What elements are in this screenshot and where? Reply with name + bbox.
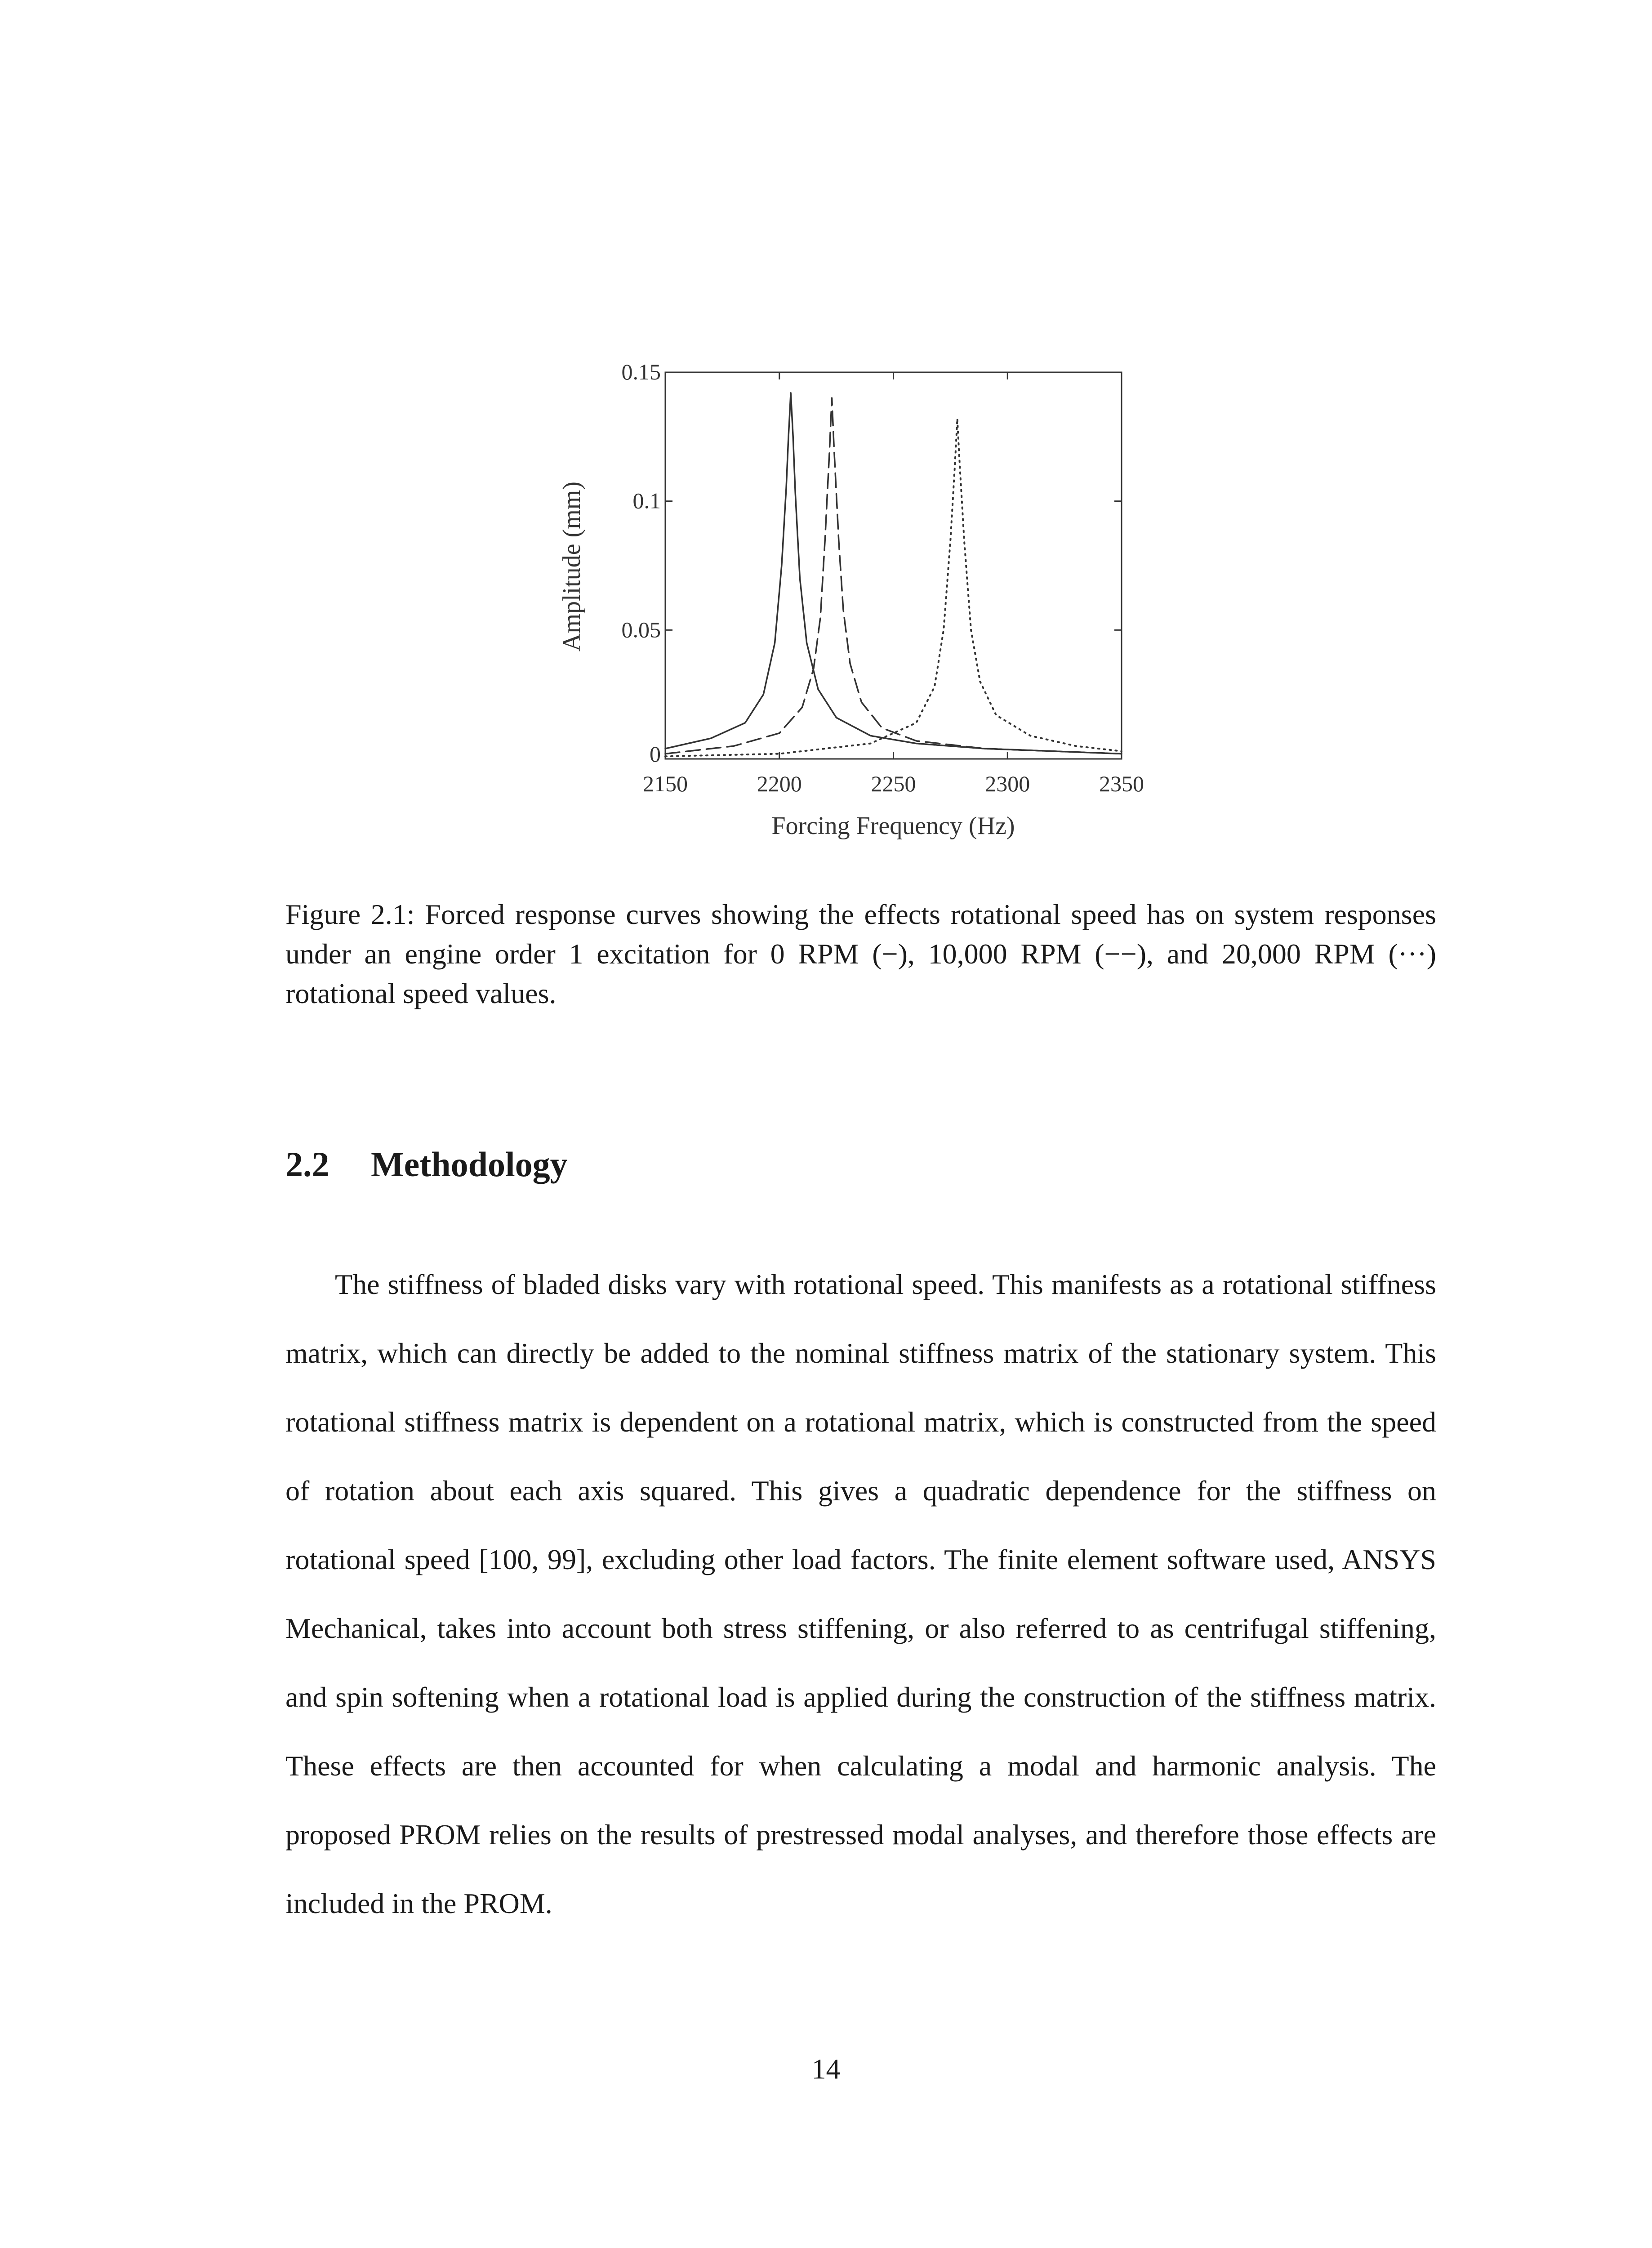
axis-ticks [622, 360, 1144, 796]
x-axis-label: Forcing Frequency (Hz) [771, 812, 1015, 840]
y-tick-label: 0.1 [632, 488, 661, 513]
page-number: 14 [811, 2053, 841, 2085]
x-tick-label: 2350 [1099, 771, 1144, 796]
series-group [665, 393, 1122, 756]
series-line-solid [665, 393, 1122, 754]
section-heading [285, 1144, 1436, 1185]
x-tick-label: 2250 [871, 771, 916, 796]
y-tick-label: 0.15 [621, 360, 661, 384]
section-number: 2.2 [285, 1145, 330, 1184]
forced-response-chart [553, 360, 1182, 854]
body-paragraph: The stiffness of bladed disks vary with rotational speed. This manifests as a rotational stiffness matrix, which can directly be added to the nominal stiffness matrix of the stationary system. This rotational stiffness matrix is dependent on a rotational matrix, which is constructed from the speed of rotation about each axis squared. This gives a quadratic dependence for the stiffness on rotational speed [100, 99], excluding other load factors. The finite element software used, ANSYS Mechanical, takes into account both stress stiffening, or also referred to as centrifugal stiffening, and spin softening when a rotational load is applied during the construction of the stiffness matrix. These effects are then accounted for when calculating a modal and harmonic analysis. The proposed PROM relies on the results of prestressed modal analyses, and therefore those effects are included in the PROM. [285, 1268, 1436, 1919]
y-axis-label: Amplitude (mm) [558, 482, 586, 651]
x-tick-label: 2200 [757, 771, 802, 796]
plot-frame [665, 372, 1122, 759]
figure-2-1 [553, 360, 1182, 854]
figure-caption: Figure 2.1: Forced response curves showing the effects rotational speed has on system responses under an engine order 1 excitation for 0 RPM (−), 10,000 RPM (−−), and 20,000 RPM (···) rotational speed values. [285, 898, 1436, 1009]
x-tick-label: 2150 [643, 771, 688, 796]
series-line-dotted [665, 419, 1122, 756]
y-tick-label: 0.05 [621, 617, 661, 642]
x-tick-label: 2300 [985, 771, 1030, 796]
section-title: Methodology [371, 1145, 568, 1184]
series-line-dashed [665, 398, 1122, 754]
y-tick-label: 0 [650, 741, 661, 767]
